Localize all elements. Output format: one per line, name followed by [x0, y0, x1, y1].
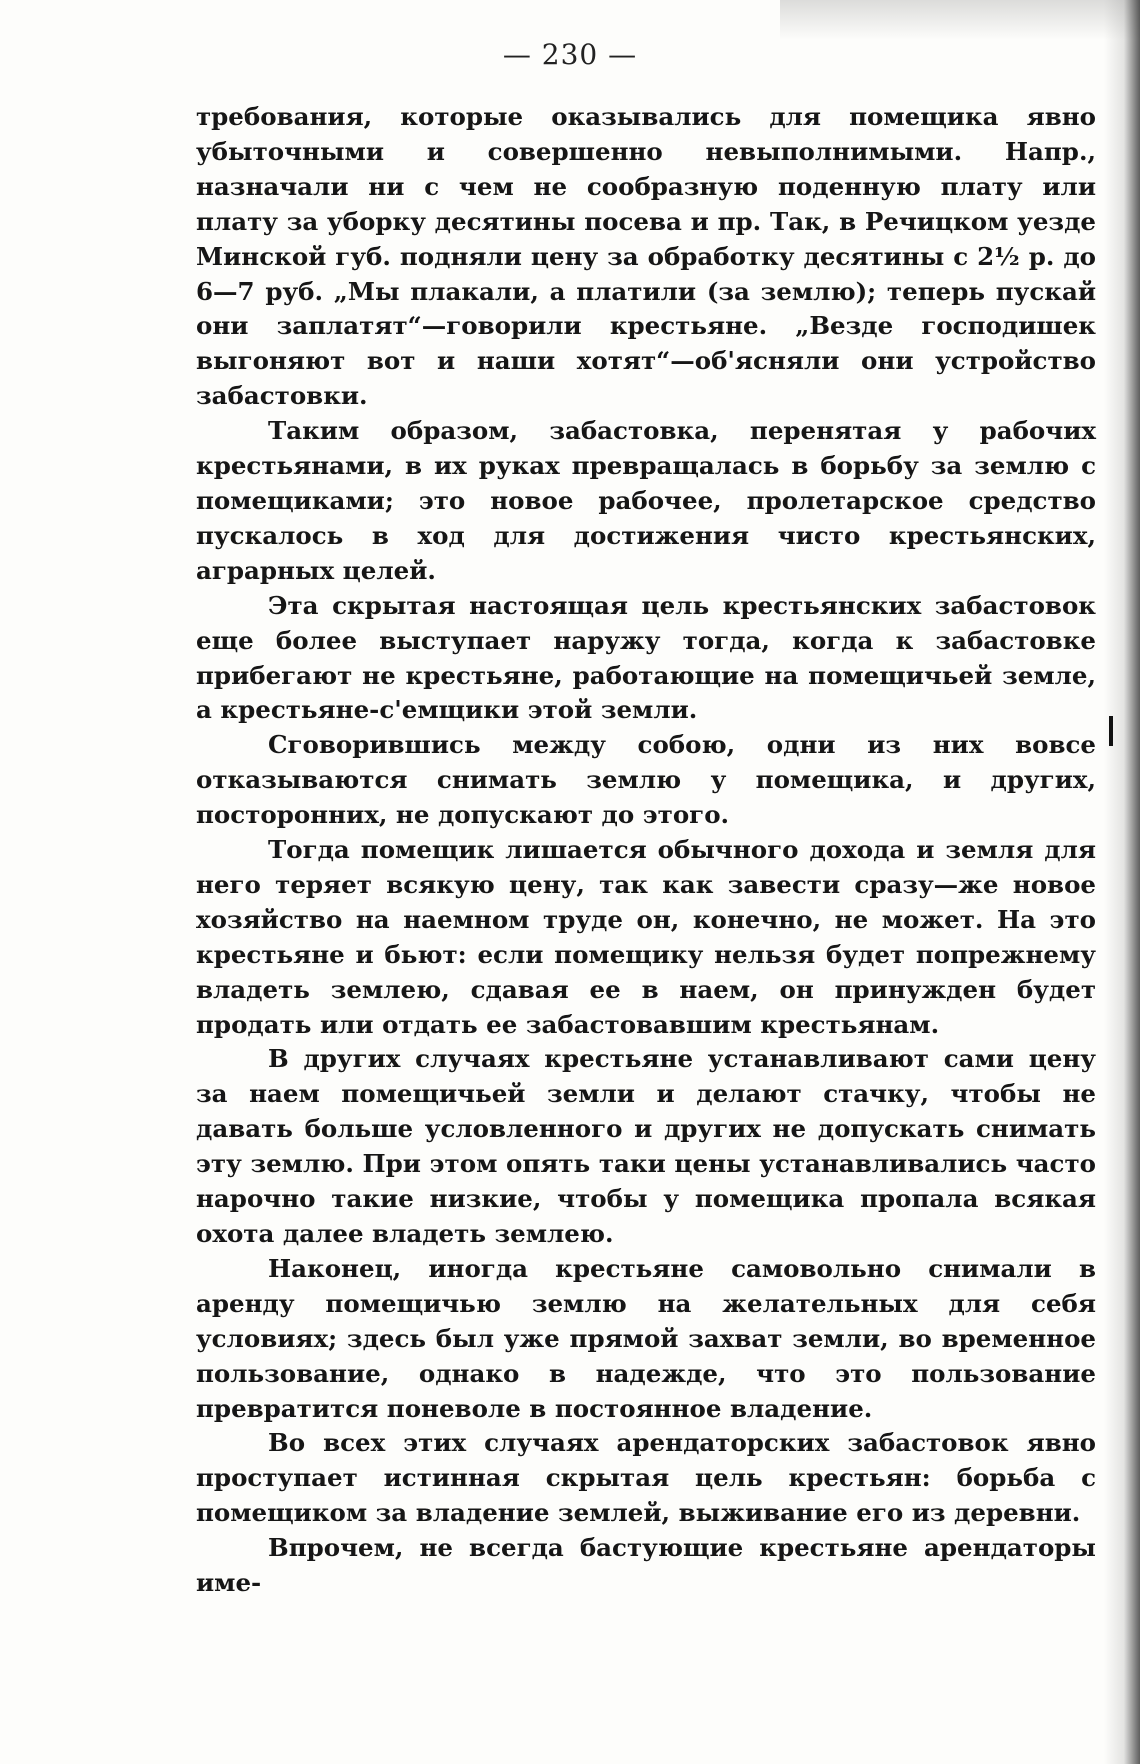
- scan-shadow-top: [780, 0, 1140, 40]
- paragraph: Впрочем, не всегда бастующие крестьяне арендаторы име-: [196, 1533, 1096, 1598]
- body-text: [196, 100, 1096, 1601]
- paragraph: В других случаях крестьяне устанавливают сами цену за наем помещичьей земли и делают стачку, чтобы не давать больше условленного и других не допускать снимать эту землю. При этом опять таки цены устанавливались часто нарочно такие низкие, чтобы у помещика пропала всякая охота далее владеть землею.: [196, 1044, 1096, 1248]
- paragraph: Наконец, иногда крестьяне самовольно снимали в аренду помещичью землю на желательных для себя условиях; здесь был уже прямой захват земли, во временное пользование, однако в надежде, что это пользование превратится поневоле в постоянное владение.: [196, 1253, 1096, 1423]
- page-number: — 230 —: [502, 38, 638, 71]
- paragraph: Эта скрытая настоящая цель крестьянских забастовок еще более выступает наружу тогда, когда к забастовке прибегают не крестьяне, работающие на помещичьей земле, а крестьяне-с'емщики этой земли.: [196, 590, 1096, 725]
- paragraph: Сговорившись между собою, одни из них вовсе отказываются снимать землю у помещика, и других, посторонних, не допускают до этого.: [196, 730, 1096, 830]
- paragraph: Тогда помещик лишается обычного дохода и земля для него теряет всякую цену, так как завести сразу—же новое хозяйство на наемном труде он, конечно, не может. На это крестьяне и бьют: если помещику нельзя будет попрежнему владеть землею, сдавая ее в наем, он принужден будет продать или отдать ее забастовавшим крестьянам.: [196, 835, 1096, 1039]
- margin-bar-mark: [1109, 716, 1113, 746]
- scan-shadow-right-edge: [1104, 0, 1140, 1764]
- paragraph: требования, которые оказывались для помещика явно убыточными и совершенно невыполнимыми. Напр., назначали ни с чем не сообразную поденную плату или плату за уборку десятины посева и пр. Так, в Речицком уезде Минской губ. подняли цену за обработку десятины с 2½ р. до 6—7 руб. „Мы плакали, а платили (за землю); теперь пускай они заплатят“—говорили крестьяне. „Везде господишек выгоняют вот и наши хотят“—об'ясняли они устройство забастовки.: [196, 102, 1096, 411]
- paragraph: Во всех этих случаях арендаторских забастовок явно проступает истинная скрытая цель крестьян: борьба с помещиком за владение землей, выживание его из деревни.: [196, 1428, 1096, 1528]
- paragraph: Таким образом, забастовка, перенятая у рабочих крестьянами, в их руках превращалась в борьбу за землю с помещиками; это новое рабочее, пролетарское средство пускалось в ход для достижения чисто крестьянских, аграрных целей.: [196, 416, 1096, 585]
